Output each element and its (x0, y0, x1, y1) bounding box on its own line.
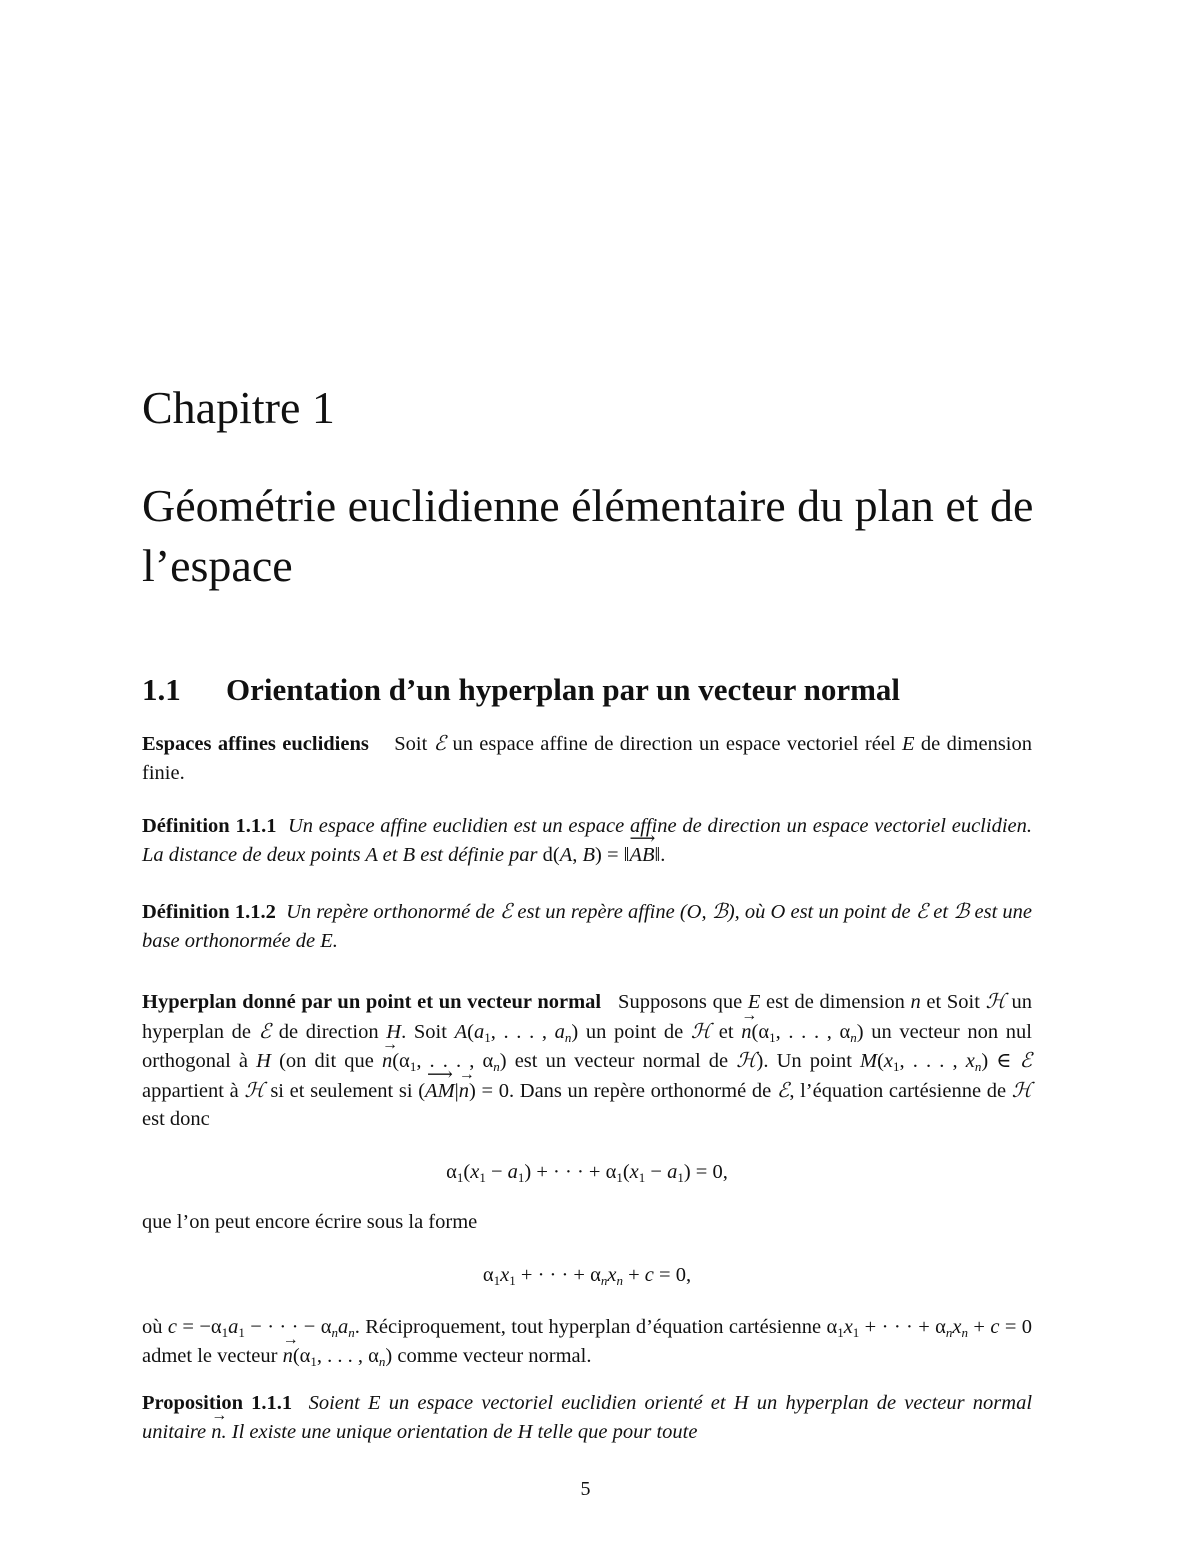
page-number: 5 (580, 1478, 591, 1500)
definition-label: Définition 1.1.2 (142, 901, 276, 923)
paragraph-espaces-affines: Espaces affines euclidiens Soit ℰ un espace affine de direction un espace vectoriel réel E de dimension finie. (142, 731, 1032, 784)
chapter-title: Géométrie euclidienne élémentaire du plan et de l’espace (142, 480, 1034, 591)
paragraph-hyperplan: Hyperplan donné par un point et un vecteur normal Supposons que E est de dimension n et Soit ℋ un hyperplan de ℰ de direction H. Soit $A(a_1$, . . . , $a_n$) un point de ℋ et → $n(\alpha_1$, . . . , $\alpha_n$) un vecteur non nul orthogonal à H (on dit que → $n(\alpha_1$, . . . , $\alpha_n$) est un vecteur normal de ℋ). Un point $M(x_1$, . . . , $x_n$) ∈ ℰ appartient à ℋ si et seulement si (⟶ AM|→ n) = 0. Dans un repère orthonormé de ℰ, l’équation cartésienne de ℋ est donc (142, 987, 1032, 1134)
paragraph-reciproque: où $c = -\alpha_1a_1$ − · · · − $\alpha_na_n$. Réciproquement, tout hyperplan d’équation cartésienne $\alpha_1x_1$ + · · · + $\alpha_nx_n + c = 0$ admet le vecteur → $n(\alpha_1$, . . . , $\alpha_n$) comme vecteur normal. (142, 1313, 1032, 1370)
equation-2: $\alpha_1x_1$ + · · · + $\alpha_nx_n + c = 0$, (482, 1264, 692, 1288)
section-title: Orientation d’un hyperplan par un vecteur normal (226, 672, 901, 707)
chapter-number: Chapitre 1 (142, 382, 335, 433)
definition-label: Définition 1.1.1 (142, 815, 277, 837)
equation-1: $\alpha_1(x_1 - a_1)$ + · · · + $\alpha_1(x_1 - a_1) = 0$, (446, 1161, 728, 1185)
paragraph-heading: Hyperplan donné par un point et un vecteur normal (142, 991, 602, 1013)
proposition-label: Proposition 1.1.1 (142, 1392, 293, 1414)
paragraph-heading: Espaces affines euclidiens (142, 733, 369, 755)
section-number: 1.1 (142, 672, 181, 707)
definition-1-1-1: Définition 1.1.1 Un espace affine euclidien est un espace affine de direction un espace vectoriel euclidien. La distance de deux points A et B est définie par d(A, B) = ‖⟶ AB‖. (142, 812, 1032, 869)
paragraph-forme: que l’on peut encore écrire sous la forme (142, 1211, 478, 1233)
section-heading (142, 668, 1062, 712)
proposition-1-1-1: Proposition 1.1.1 Soient E un espace vectoriel euclidien orienté et H un hyperplan de vecteur normal unitaire → n. Il existe une unique orientation de H telle que pour toute (142, 1389, 1032, 1446)
definition-1-1-2: Définition 1.1.2 Un repère orthonormé de ℰ est un repère affine (O, ℬ), où O est un point de ℰ et ℬ est une base orthonormée de E. (142, 899, 1032, 952)
